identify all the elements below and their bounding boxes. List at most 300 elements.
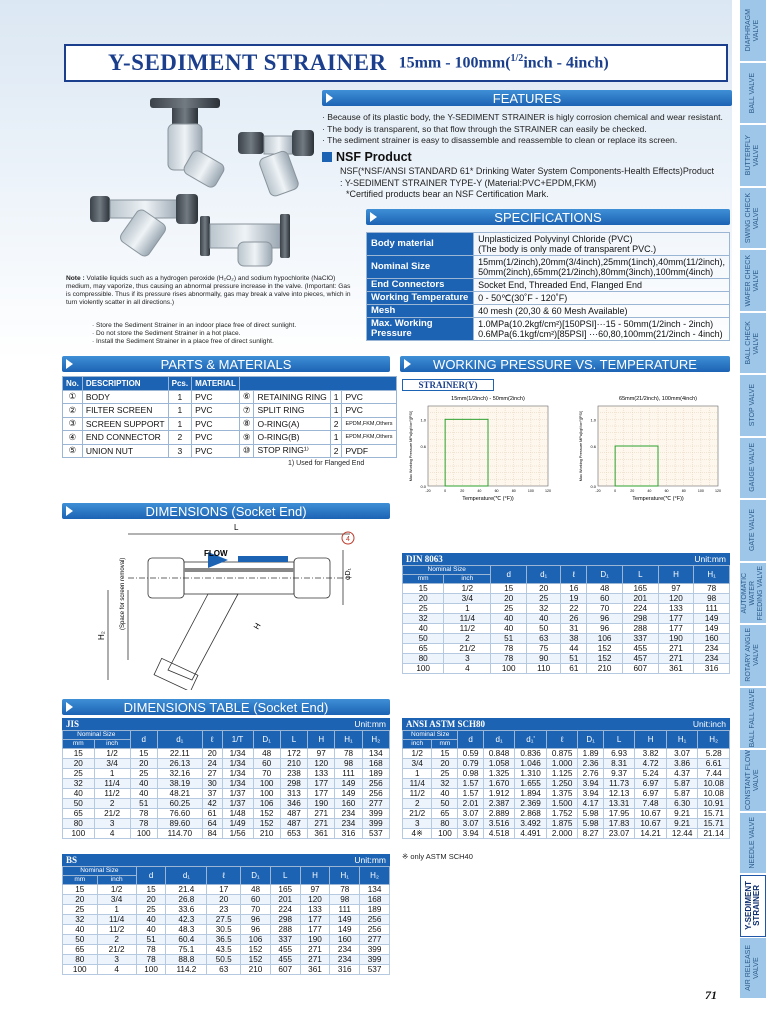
side-tab[interactable] (740, 63, 766, 125)
x-axis-label: Temperature(℃ (°F)) (632, 496, 684, 502)
table-cell: 0.875 (546, 749, 578, 759)
table-cell: 96 (587, 614, 623, 624)
table-cell: 48 (587, 584, 623, 594)
table-cell: 48 (241, 885, 271, 895)
parts-cell: SCREEN SUPPORT (82, 417, 168, 431)
table-cell: 110 (527, 664, 561, 674)
table-cell: 9.21 (666, 809, 698, 819)
spec-row (367, 305, 730, 318)
y-tick-label: 1.0 (590, 417, 596, 423)
spec-value: 1.0MPa(10.2kgf/cm²)[150PSI]···15 - 50mm(1/2inch - 2inch) 0.6MPa(6.1kgf/cm²)[85PSI] ···60,80,100mm(21/2inch - 4inch) (474, 318, 730, 341)
table-cell: 2.36 (578, 759, 603, 769)
column-header: ℓ (561, 566, 587, 584)
side-tab[interactable] (740, 625, 766, 687)
x-tick-label: 0 (614, 489, 617, 493)
table-cell: 3/4 (97, 895, 136, 905)
table-cell: 65 (63, 809, 95, 819)
column-header: H (658, 566, 694, 584)
x-tick-label: 80 (511, 489, 516, 493)
side-tab[interactable] (740, 0, 766, 62)
table-cell: 11/2 (97, 925, 136, 935)
table-cell: 22 (561, 604, 587, 614)
table-cell: 100 (63, 829, 95, 839)
side-tab[interactable] (740, 125, 766, 187)
parts-cell: ⑥ (239, 390, 254, 404)
table-row (403, 789, 730, 799)
table-cell: 15 (63, 749, 95, 759)
side-tab[interactable] (740, 875, 766, 937)
side-tab[interactable] (740, 750, 766, 812)
parts-cell: ④ (63, 431, 83, 445)
column-header: L (270, 867, 300, 885)
table-cell: 2.000 (546, 829, 578, 839)
table-cell: 60.4 (166, 935, 207, 945)
table-cell: 201 (622, 594, 658, 604)
table-cell: 40 (63, 789, 95, 799)
table-cell: 9.37 (603, 769, 635, 779)
table-cell: 15 (63, 885, 98, 895)
table-cell: 20 (202, 749, 222, 759)
table-cell: 36.5 (207, 935, 241, 945)
table-cell: 15 (136, 885, 166, 895)
column-header: H (308, 731, 335, 749)
table-cell: 98 (694, 594, 730, 604)
parts-cell: 1 (168, 417, 191, 431)
table-cell: 100 (136, 965, 166, 975)
column-header: ℓ (207, 867, 241, 885)
column-header: H₂ (362, 731, 389, 749)
parts-cell: PVC (192, 404, 240, 418)
table-cell: 2 (444, 634, 491, 644)
table-cell: 78 (491, 654, 527, 664)
parts-cell: PVC (192, 444, 240, 458)
table-cell: 316 (330, 965, 360, 975)
table-row (403, 624, 730, 634)
y-axis-label: Max Working Pressure MPa(kgf/cm²)[PSI] (409, 410, 413, 482)
spec-label: Mesh (367, 305, 474, 318)
parts-cell: ② (63, 404, 83, 418)
table-cell: 21.4 (166, 885, 207, 895)
table-cell: 133 (300, 905, 330, 915)
table-cell: 1.670 (483, 779, 515, 789)
table-cell: 15.71 (698, 809, 730, 819)
column-header: L (622, 566, 658, 584)
table-cell: 0.59 (458, 749, 483, 759)
table-cell: 25 (491, 604, 527, 614)
table-cell: 149 (694, 614, 730, 624)
table-cell: 160 (694, 634, 730, 644)
table-cell: 48.21 (157, 789, 202, 799)
table-cell: 3.94 (458, 829, 483, 839)
side-tab[interactable] (740, 688, 766, 750)
x-tick-label: 40 (477, 489, 482, 493)
table-cell: 11/4 (94, 779, 130, 789)
table-cell: 177 (300, 925, 330, 935)
table-row (63, 829, 390, 839)
table-cell: 78 (136, 955, 166, 965)
table-row (63, 905, 390, 915)
table-cell: 12.44 (666, 829, 698, 839)
side-tab[interactable] (740, 938, 766, 1000)
column-header: 1/T (222, 731, 253, 749)
table-cell: 3.516 (483, 819, 515, 829)
x-tick-label: 100 (527, 489, 534, 493)
table-cell: 114.2 (166, 965, 207, 975)
table-cell: 51 (136, 935, 166, 945)
spec-row (367, 318, 730, 341)
table-cell: 50 (432, 799, 458, 809)
table-cell: 10.08 (698, 779, 730, 789)
x-tick-label: 120 (715, 489, 721, 493)
table-cell: 5.98 (578, 809, 603, 819)
table-cell: 40 (491, 624, 527, 634)
table-cell: 210 (587, 664, 623, 674)
table-cell: 455 (270, 945, 300, 955)
table-cell: 8.31 (603, 759, 635, 769)
column-header: D₁ (241, 867, 271, 885)
table-cell: 1.500 (546, 799, 578, 809)
parts-cell: FILTER SCREEN (82, 404, 168, 418)
table-cell: 75.1 (166, 945, 207, 955)
table-cell: 234 (330, 955, 360, 965)
table-cell: 96 (587, 624, 623, 634)
side-tab[interactable] (740, 188, 766, 250)
table-cell: 75 (527, 644, 561, 654)
parts-header: Pcs. (168, 377, 191, 391)
column-header: L (280, 731, 307, 749)
table-cell: 33.6 (166, 905, 207, 915)
table-cell: 3.492 (515, 819, 547, 829)
table-cell: 2 (94, 799, 130, 809)
side-tab-label: STOP VALVE (749, 384, 756, 427)
table-cell: 256 (360, 915, 390, 925)
table-cell: 177 (658, 624, 694, 634)
table-row (403, 654, 730, 664)
column-header: d₁ (166, 867, 207, 885)
table-cell: 2.868 (515, 809, 547, 819)
table-cell: 43.5 (207, 945, 241, 955)
column-header: d (136, 867, 166, 885)
table-cell: 20 (403, 594, 444, 604)
table-cell: 24 (202, 759, 222, 769)
spec-row (367, 233, 730, 256)
table-cell: 224 (622, 604, 658, 614)
table-row (403, 799, 730, 809)
parts-cell: 1 (330, 431, 342, 445)
table-cell: 48.3 (166, 925, 207, 935)
side-tab[interactable] (740, 250, 766, 312)
spec-value: Unplasticized Polyvinyl Chloride (PVC) (The body is only made of transparent PVC.) (474, 233, 730, 256)
table-cell: 22.11 (157, 749, 202, 759)
spec-value: 0 - 50℃(30˚F - 120˚F) (474, 292, 730, 305)
table-cell: 210 (253, 829, 280, 839)
table-cell: 177 (308, 779, 335, 789)
table-row (403, 769, 730, 779)
table-cell: 111 (335, 769, 362, 779)
table-cell: 1.325 (483, 769, 515, 779)
side-tab-label: GAUGE VALVE (749, 443, 756, 493)
table-cell: 271 (658, 654, 694, 664)
table-cell: 78 (491, 644, 527, 654)
table-cell: 288 (270, 925, 300, 935)
spec-label: Working Temperature (367, 292, 474, 305)
x-tick-label: 20 (630, 489, 635, 493)
svg-text:φD₁: φD₁ (345, 568, 352, 580)
nominal-size-header: Nominal Size (63, 731, 131, 740)
bs-header-row (63, 867, 390, 876)
table-cell: 3.86 (666, 759, 698, 769)
table-cell: 0.848 (483, 749, 515, 759)
side-tab[interactable] (740, 375, 766, 437)
table-cell: 38.19 (157, 779, 202, 789)
table-cell: 32.16 (157, 769, 202, 779)
table-cell: 100 (432, 829, 458, 839)
table-cell: 1/2 (94, 749, 130, 759)
table-cell: 25 (63, 905, 98, 915)
table-cell: 70 (587, 604, 623, 614)
table-cell: 11/4 (97, 915, 136, 925)
table-cell: 6.97 (635, 789, 667, 799)
table-cell: 106 (241, 935, 271, 945)
table-cell: 60 (241, 895, 271, 905)
table-cell: 42 (202, 799, 222, 809)
table-cell: 234 (694, 644, 730, 654)
table-cell: 15 (432, 749, 458, 759)
table-cell: 455 (622, 644, 658, 654)
side-tab[interactable] (740, 313, 766, 375)
table-cell: 2 (97, 935, 136, 945)
parts-cell: PVC (192, 417, 240, 431)
table-cell: 149 (694, 624, 730, 634)
table-cell: 1.310 (515, 769, 547, 779)
table-cell: 31 (561, 624, 587, 634)
parts-row (63, 431, 397, 445)
parts-cell: SPLIT RING (254, 404, 330, 418)
side-tab-label: DIAPHRAGM VALVE (745, 9, 760, 52)
table-cell: 78 (330, 885, 360, 895)
table-cell: 152 (587, 654, 623, 664)
table-cell: 133 (658, 604, 694, 614)
table-cell: 20 (207, 895, 241, 905)
table-cell: 5.28 (698, 749, 730, 759)
table-cell: 1/2 (97, 885, 136, 895)
table-cell: 10.08 (698, 789, 730, 799)
parts-cell: EPDM,FKM,Others (342, 417, 396, 431)
table-cell: 19 (561, 594, 587, 604)
table-cell: 134 (360, 885, 390, 895)
parts-row (63, 390, 397, 404)
table-cell: 210 (241, 965, 271, 975)
table-cell: 149 (335, 779, 362, 789)
x-tick-label: 80 (681, 489, 686, 493)
table-cell: 210 (280, 759, 307, 769)
arrow-right-icon (66, 506, 73, 516)
table-cell: 51 (491, 634, 527, 644)
table-cell: 21/2 (403, 809, 432, 819)
table-cell: 63 (207, 965, 241, 975)
side-tab-label: SWING CHECK VALVE (745, 192, 760, 243)
table-row (403, 759, 730, 769)
spec-value: 15mm(1/2inch),20mm(3/4inch),25mm(1inch),40mm(11/2inch), 50mm(2inch),65mm(21/2inch),80mm(3inch),100mm(4inch) (474, 256, 730, 279)
table-cell: 1/34 (222, 779, 253, 789)
table-cell: 25 (432, 769, 458, 779)
side-tab[interactable] (740, 500, 766, 562)
table-cell: 63 (527, 634, 561, 644)
side-tab-label: WAFER CHECK VALVE (745, 254, 760, 306)
table-row (63, 895, 390, 905)
nsf-description: NSF(*NSF/ANSI STANDARD 61* Drinking Water System Components-Health Effects)Product : Y-SEDIMENT STRAINER TYPE-Y (Material:PVC+EPDM,FKM) *Certified products bear an NSF Certification Mark. (340, 166, 714, 199)
table-cell: 15.71 (698, 819, 730, 829)
table-cell: 100 (491, 664, 527, 674)
table-cell: 26.8 (166, 895, 207, 905)
table-cell: 1.655 (515, 779, 547, 789)
table-cell: 1.000 (546, 759, 578, 769)
feature-item: · The body is transparent, so that flow through the STRAINER can easily be checked. (322, 123, 647, 134)
table-row (403, 749, 730, 759)
table-cell: 361 (300, 965, 330, 975)
table-cell: 399 (360, 955, 390, 965)
table-cell: 1.57 (458, 779, 483, 789)
parts-footnote: 1) Used for Flanged End (288, 460, 365, 467)
page-title-bar (64, 44, 728, 82)
ansi-footnote: ※ only ASTM SCH40 (402, 852, 473, 861)
table-cell: 26 (561, 614, 587, 624)
table-cell: 190 (308, 799, 335, 809)
column-header: mm (403, 575, 444, 584)
table-cell: 2.387 (483, 799, 515, 809)
table-cell: 134 (362, 749, 389, 759)
parts-cell: O-RING(B) (254, 431, 330, 445)
arrow-right-icon (404, 359, 411, 369)
table-cell: 20 (63, 759, 95, 769)
table-cell: 25 (403, 604, 444, 614)
column-header: mm (63, 740, 95, 749)
table-cell: 1.89 (578, 749, 603, 759)
parts-header: DESCRIPTION (82, 377, 168, 391)
specifications-heading: SPECIFICATIONS (366, 209, 730, 225)
spec-row (367, 279, 730, 292)
arrow-right-icon (370, 212, 377, 222)
side-tab-label: BALL CHECK VALVE (745, 321, 760, 365)
table-cell: 271 (300, 945, 330, 955)
table-cell: 30.5 (207, 925, 241, 935)
table-cell: 0.98 (458, 769, 483, 779)
table-cell: 70 (253, 769, 280, 779)
table-cell: 337 (270, 935, 300, 945)
x-tick-label: 60 (664, 489, 669, 493)
table-cell: 224 (270, 905, 300, 915)
column-header: D₁ (587, 566, 623, 584)
svg-text:H: H (251, 621, 263, 631)
table-cell: 1/2 (403, 749, 432, 759)
y-tick-label: 1.0 (420, 417, 426, 423)
x-axis-label: Temperature(℃ (°F)) (462, 496, 514, 502)
table-cell: 201 (270, 895, 300, 905)
column-header: L (603, 731, 635, 749)
parts-cell: PVDF (342, 444, 396, 458)
parts-cell: ⑧ (239, 417, 254, 431)
table-cell: 100 (253, 779, 280, 789)
table-row (403, 614, 730, 624)
table-cell: 4.518 (483, 829, 515, 839)
table-cell: 3/4 (403, 759, 432, 769)
table-cell: 1.125 (546, 769, 578, 779)
table-cell: 4 (444, 664, 491, 674)
table-cell: 189 (360, 905, 390, 915)
table-cell: 313 (280, 789, 307, 799)
table-cell: 21/2 (444, 644, 491, 654)
table-cell: 40 (130, 779, 157, 789)
table-cell: 455 (270, 955, 300, 965)
table-cell: 78 (694, 584, 730, 594)
table-cell: 32 (403, 614, 444, 624)
table-cell: 8.27 (578, 829, 603, 839)
table-cell: 1/37 (222, 799, 253, 809)
table-cell: 50.5 (207, 955, 241, 965)
table-cell: 1.046 (515, 759, 547, 769)
parts-cell: 2 (330, 444, 342, 458)
table-cell: 3.82 (635, 749, 667, 759)
table-cell: 80 (63, 819, 95, 829)
table-row (403, 809, 730, 819)
table-cell: 6.93 (603, 749, 635, 759)
side-tab[interactable] (740, 438, 766, 500)
table-cell: 23 (207, 905, 241, 915)
x-tick-label: -20 (425, 489, 431, 493)
side-tab[interactable] (740, 813, 766, 875)
table-cell: 20 (491, 594, 527, 604)
table-row (403, 644, 730, 654)
table-cell: 60 (253, 759, 280, 769)
table-cell: 11/2 (444, 624, 491, 634)
spec-row (367, 256, 730, 279)
table-cell: 40 (527, 614, 561, 624)
nominal-size-header: Nominal Size (403, 731, 458, 740)
spec-label: Max. Working Pressure (367, 318, 474, 341)
y-tick-label: 0.6 (420, 444, 426, 449)
parts-cell: 1 (330, 390, 342, 404)
spec-label: Nominal Size (367, 256, 474, 279)
table-cell: 21/2 (94, 809, 130, 819)
table-row (403, 664, 730, 674)
table-cell: 120 (658, 594, 694, 604)
table-cell: 78 (130, 819, 157, 829)
table-cell: 1/34 (222, 749, 253, 759)
table-cell: 25 (63, 769, 95, 779)
working-pressure-heading: WORKING PRESSURE VS. TEMPERATURE (400, 356, 730, 372)
table-row (403, 634, 730, 644)
table-cell: 487 (280, 809, 307, 819)
x-tick-label: 0 (444, 489, 447, 493)
table-cell: 316 (694, 664, 730, 674)
table-cell: 61 (561, 664, 587, 674)
side-tab[interactable] (740, 563, 766, 625)
table-cell: 17.95 (603, 809, 635, 819)
table-cell: 42.3 (166, 915, 207, 925)
table-cell: 190 (658, 634, 694, 644)
column-header: H₂ (698, 731, 730, 749)
table-cell: 106 (253, 799, 280, 809)
spec-value: 40 mesh (20,30 & 60 Mesh Available) (474, 305, 730, 318)
table-cell: 152 (241, 955, 271, 965)
table-cell: 4 (94, 829, 130, 839)
table-cell: 399 (360, 945, 390, 955)
table-cell: 96 (241, 915, 271, 925)
table-row (63, 925, 390, 935)
table-cell: 3 (444, 654, 491, 664)
table-cell: 160 (330, 935, 360, 945)
table-cell: 3.94 (578, 779, 603, 789)
